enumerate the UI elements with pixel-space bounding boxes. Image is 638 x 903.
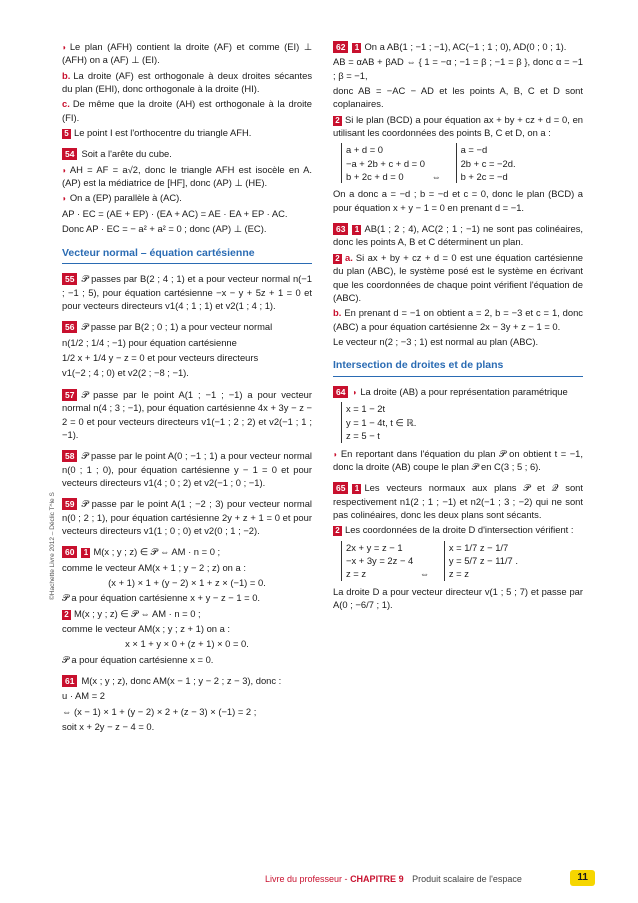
exercise-58: 58 𝒫 passe par le point A(0 ; −1 ; 1) a pour vecteur normal n(0 ; 1 ; 0), pour équation cartésienne y − 1 = 0 et pour vecteurs directeurs v1(4 ; 0 ; 2) et v2(−1 ; 0 ; −1). [62, 450, 312, 488]
triangle-bullet-icon: ◗ [62, 165, 67, 175]
exercise-54: 54 Soit a l'arête du cube. ◗ AH = AF = a√2, donc le triangle AFH est isocèle en A. (AP) est la médiatrice de [HF], donc (AP) ⊥ (HE). ◗ On a (EP) parallèle à (AC). AP · EC = (AE + EP) · (EA + AC) = AE · EA + EP · AC. Donc AP · EC = − a² + a² = 0 ; donc (AP) ⊥ (EC). [62, 148, 312, 235]
triangle-bullet-icon: ◗ [62, 194, 67, 204]
exercise-62: 62 1 On a AB(1 ; −1 ; −1), AC(−1 ; 1 ; 0), AD(0 ; 0 ; 1). AB = αAB + βAD ⇔ { 1 = −α ; −1 = β ; −1 = β }, donc α = −1 ; β = −1, donc AB = −AC − AD et les points A, B, C et D sont coplanaires. 2 Si le plan (BCD) a pour équation ax + by + cz + d = 0, en utilisant les coordonnées des points B, C et D, on a : a + d = 0 −a + 2b + c + d = 0 b + 2c + d = 0 ⇔ a = −d 2b + c = −2d. b + 2c = −d On a donc a = −d ; b = −d et c = 0, donc le plan (BCD) a pour équation x + y − 1 = 0 en prenant d = −1. [333, 41, 583, 213]
triangle-bullet-icon: ◗ [62, 43, 67, 52]
section-heading: Vecteur normal – équation cartésienne [62, 246, 312, 265]
exercise-56: 56 𝒫 passe par B(2 ; 0 ; 1) a pour vecteur normal n(1/2 ; 1/4 ; −1) pour équation cartésienne 1/2 x + 1/4 y − z = 0 et pour vecteurs directeurs v1(−2 ; 4 ; 0) et v2(2 ; −8 ; −1). [62, 321, 273, 379]
exercise-60: 60 1 M(x ; y ; z) ∈ 𝒫 ⇔ AM · n = 0 ; comme le vecteur AM(x + 1 ; y − 2 ; z) on a : (x + 1) × 1 + (y − 2) × 1 + z × (−1) = 0. 𝒫 a pour équation cartésienne x + y − z − 1 = 0. 2 M(x ; y ; z) ∈ 𝒫 ⇔ AM · n = 0 ; comme le vecteur AM(x ; y ; z + 1) on a : x × 1 + y × 0 + (z + 1) × 0 = 0. 𝒫 a pour équation cartésienne x = 0. [62, 546, 266, 665]
book-title: Livre du professeur - [265, 874, 348, 884]
parametric-system: x = 1 − 2t y = 1 − 4t, t ∈ ℝ. z = 5 − t [341, 402, 416, 442]
exercise-59: 59 𝒫 passe par le point A(1 ; −2 ; 3) pour vecteur normal n(0 ; 2 ; 1), pour équation cartésienne 2y + z + 1 = 0 et pour vecteurs directeurs v1(1 ; 0 ; 0) et v2(0 ; 1 ; −2). [62, 498, 312, 536]
equation-system: 2x + y = z − 1 −x + 3y = 2z − 4 z = z [341, 541, 413, 581]
exercise-57: 57 𝒫 passe par le point A(1 ; −1 ; −1) a pour vecteur normal n(4 ; 3 ; −1), pour équation cartésienne 4x + 3y − z − 2 = 0 et pour vecteurs directeurs v1(−1 ; 2 ; 2) et v2(−1 ; 1 ; −1). [62, 388, 312, 440]
text-line: ◗ Le plan (AFH) contient la droite (AF) et comme (EI) ⊥ (AFH) on a (AF) ⊥ (EI). [62, 41, 312, 66]
section-heading: Intersection de droites et de plans [333, 358, 583, 377]
equation-system: x = 1/7 z − 1/7 y = 5/7 z − 11/7 . z = z [444, 541, 518, 581]
right-column [333, 40, 583, 613]
exercise-badge: 54 [62, 148, 77, 160]
exercise-65: 65 1 Les vecteurs normaux aux plans 𝒫 et 𝒬 sont respectivement n1(2 ; 1 ; −1) et n2(−1 ; 3 ; −2) qui ne sont pas colinéaires, donc les deux plans sont sécants. 2 Les coordonnées de la droite D d'intersection vérifient : 2x + y = z − 1 −x + 3y = 2z − 4 z = z ⇔ x = 1/7 z − 1/7 y = 5/7 z − 11/7 . z = z La droite D a pour vecteur directeur v(1 ; 5 ; 7) et passe par A(0 ; −6/7 ; 1). [333, 482, 583, 610]
text-line: 5 Le point I est l'orthocentre du triangle AFH. [62, 126, 312, 139]
exercise-61: 61 M(x ; y ; z), donc AM(x − 1 ; y − 2 ; z − 3), donc : u · AM = 2 ⇔ (x − 1) × 1 + (y − 2) × 2 + (z − 3) × (−1) = 2 ; soit x + 2y − z − 4 = 0. [62, 675, 282, 733]
left-column [62, 40, 312, 735]
equation-system: a = −d 2b + c = −2d. b + 2c = −d [456, 143, 516, 183]
page-number: 11 [570, 870, 595, 886]
text-line: b. La droite (AF) est orthogonale à deux droites sécantes du plan (EHI), donc orthogonale à la droite (HI). [62, 69, 312, 95]
text-line: c. De même que la droite (AH) est orthogonale à la droite (FI). [62, 98, 312, 123]
chapter-label: CHAPITRE 9 [350, 874, 404, 884]
exercise-55: 55 𝒫 passes par B(2 ; 4 ; 1) et a pour vecteur normal n(−1 ; −1 ; 5), pour équation cartésienne −x − y + 5z + 1 = 0 et pour vecteurs directeurs v1(4 ; 1 ; 1) et v2(1 ; 4 ; 1). [62, 273, 312, 312]
exercise-64: 64 ◗ La droite (AB) a pour représentation paramétrique x = 1 − 2t y = 1 − 4t, t ∈ ℝ. z = 5 − t ◗ En reportant dans l'équation du plan 𝒫 on obtient t = −1, donc la droite (AB) coupe le plan 𝒫 en C(3 ; 5 ; 6). [333, 386, 583, 472]
chapter-title: Produit scalaire de l'espace [412, 874, 522, 884]
copyright-note: ©Hachette Livre 2012 – Déclic T^le S [49, 492, 56, 600]
page-footer [265, 873, 595, 886]
equation-system: a + d = 0 −a + 2b + c + d = 0 b + 2c + d = 0 [341, 143, 425, 183]
exercise-63: 63 1 AB(1 ; 2 ; 4), AC(2 ; 1 ; −1) ne sont pas colinéaires, donc les points A, B et C déterminent un plan. 2 a. Si ax + by + cz + d = 0 est une équation cartésienne du plan (ABC), le système posé est le système en écrivant que les coordonnées de chaque point vérifient l'équation de (ABC). b. En prenant d = −1 on obtient a = 2, b = −3 et c = 1, donc (ABC) a pour équation cartésienne 2x − 3y + z − 1 = 0. Le vecteur n(2 ; −3 ; 1) est normal au plan (ABC). [333, 223, 583, 347]
